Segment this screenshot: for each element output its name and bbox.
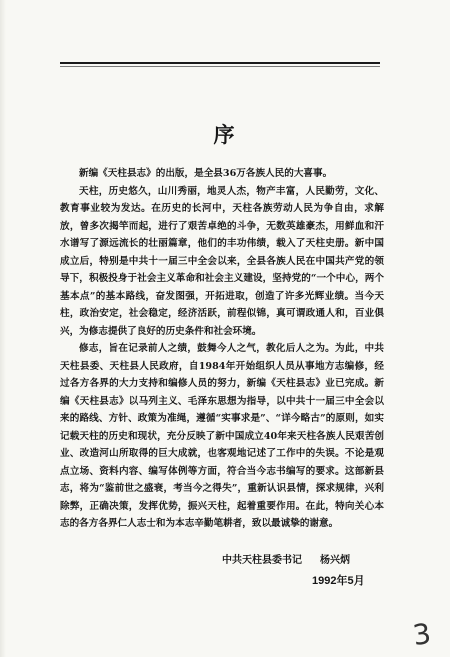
page-title: 序 xyxy=(213,122,237,147)
preface-body xyxy=(60,165,384,533)
paragraph-purpose: 修志，旨在记录前人之绩，鼓舞今人之气，教化后人之为。为此，中共天柱县委、天柱县人民政府，自1984年开始组织人员从事地方志编修，经过各方各界的大力支持和编修人员的努力，新编《天柱县志》业已完成。新编《天柱县志》以马列主义、毛泽东思想为指导，以中共十一届三中全会以来的路线、方针、政策为准绳，遵循“实事求是”、“详今略古”的原则，如实记载天柱的历史和现状，充分反映了新中国成立40年来天柱各族人民艰苦创业、改造河山所取得的巨大成就，也客观地记述了工作中的失误。不论是观点立场、资料内容、编写体例等方面，符合当今志书编写的要求。这部新县志，将为“鉴前世之盛衰，考当今之得失”，重新认识县情，探求规律，兴利除弊，正确决策，发挥优势，振兴天柱，起着重要作用。在此，特向关心本志的各方各界仁人志士和为本志辛勤笔耕者，致以最诚挚的谢意。 xyxy=(60,343,384,529)
paragraph-history: 天柱，历史悠久，山川秀丽，地灵人杰，物产丰富，人民勤劳，文化、教育事业较为发达。在历史的长河中，天柱各族劳动人民为争自由，求解放，曾多次揭竿而起，进行了艰苦卓绝的斗争，无数英雄豪杰，用鲜血和汗水谱写了源远流长的壮丽篇章，他们的丰功伟绩，载入了天柱史册。新中国成立后，特别是中共十一届三中全会以来，全县各族人民在中国共产党的领导下，积极投身于社会主义革命和社会主义建设，坚持党的“一个中心，两个基本点”的基本路线，奋发图强，开拓进取，创造了许多光辉业绩。当今天柱，政治安定，社会稳定，经济活跃，前程似锦，真可谓政通人和，百业俱兴，为修志提供了良好的历史条件和社会环境。 xyxy=(60,185,384,337)
signatory-title: 中共天柱县委书记 xyxy=(222,555,302,566)
signature-line xyxy=(222,551,350,566)
signature-date: 1992年5月 xyxy=(312,575,365,587)
header-rule xyxy=(60,62,380,64)
header-rule-thin xyxy=(60,66,380,67)
handwritten-page-number: 3 xyxy=(410,616,434,653)
page-edge-shadow xyxy=(0,0,6,657)
signatory-name: 杨兴炳 xyxy=(320,555,350,566)
paragraph-intro: 新编《天柱县志》的出版，是全县36万各族人民的大喜事。 xyxy=(79,168,333,179)
